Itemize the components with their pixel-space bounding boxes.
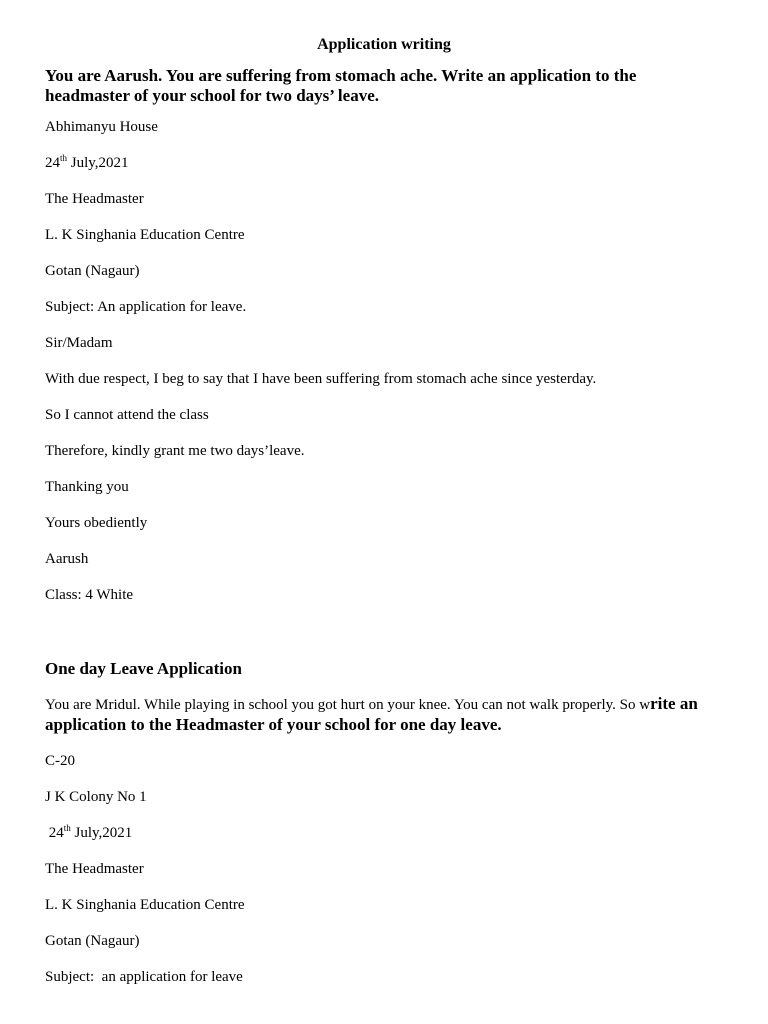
recipient: The Headmaster xyxy=(45,861,144,877)
school-name: L. K Singhania Education Centre xyxy=(45,897,245,913)
school-place: Gotan (Nagaur) xyxy=(45,263,140,279)
subject-line: Subject: an application for leave xyxy=(45,969,243,985)
thanks-line: Thanking you xyxy=(45,479,129,495)
section-gap xyxy=(45,622,723,659)
sender-address: Abhimanyu House xyxy=(45,119,158,135)
letter-date xyxy=(45,154,723,172)
sender-address-line-1: C-20 xyxy=(45,753,75,769)
school-place: Gotan (Nagaur) xyxy=(45,933,140,949)
application-1-prompt: You are Aarush. You are suffering from stomach ache. Write an application to the headmaster of your school for two days’ leave. xyxy=(45,66,637,105)
sender-address-line-2: J K Colony No 1 xyxy=(45,789,147,805)
closing-line: Yours obediently xyxy=(45,515,148,531)
date-month-year: July,2021 xyxy=(70,825,133,841)
application-2-heading: One day Leave Application xyxy=(45,659,242,678)
application-2-prompt xyxy=(45,694,723,736)
recipient: The Headmaster xyxy=(45,191,144,207)
body-paragraph-3: Therefore, kindly grant me two days’leave. xyxy=(45,443,305,459)
prompt-bold-text: rite an application to the Headmaster of your school for one day leave. xyxy=(45,694,698,734)
sender-name: Aarush xyxy=(45,551,89,567)
body-paragraph-1: With due respect, I beg to say that I have been suffering from stomach ache since yesterday. xyxy=(45,371,597,387)
school-name: L. K Singhania Education Centre xyxy=(45,227,245,243)
date-month-year: July,2021 xyxy=(67,155,129,171)
date-suffix: th xyxy=(63,823,71,833)
sender-class: Class: 4 White xyxy=(45,587,134,603)
subject-line: Subject: An application for leave. xyxy=(45,299,247,315)
salutation: Sir/Madam xyxy=(45,335,113,351)
document-title: Application writing xyxy=(317,36,451,53)
date-suffix: th xyxy=(60,153,68,163)
body-paragraph-2: So I cannot attend the class xyxy=(45,407,209,423)
letter-date xyxy=(45,824,723,842)
date-day: 24 xyxy=(45,825,64,841)
prompt-plain-text: You are Mridul. While playing in school you got hurt on your knee. You can not walk properly. So w xyxy=(45,697,651,713)
date-day: 24 xyxy=(45,155,60,171)
